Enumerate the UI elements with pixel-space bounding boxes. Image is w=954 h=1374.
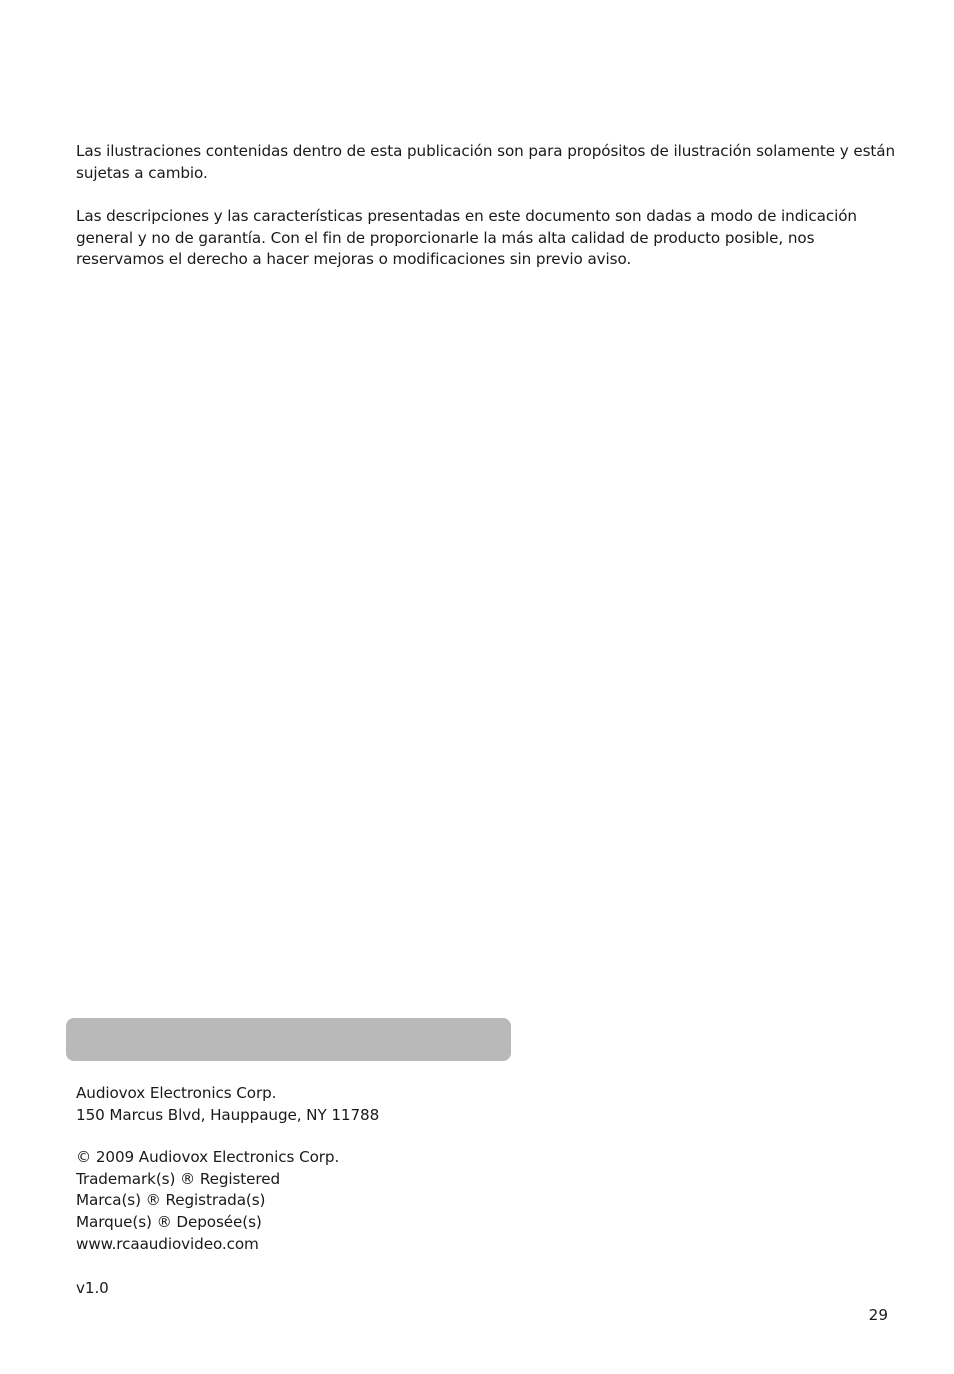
trademark-es: Marca(s) ® Registrada(s) [76,1191,266,1210]
trademark-en: Trademark(s) ® Registered [76,1169,281,1188]
copyright-line: © 2009 Audiovox Electronics Corp. [76,1148,340,1166]
company-street: 150 Marcus Blvd, Hauppauge, NY 11788 [76,1105,380,1124]
version-label: v1.0 [76,1279,109,1297]
disclaimer-specifications: Las descripciones y las características presentadas en este documento son dadas a modo de indicación general y no de garantía. Con el fin de proporcionarle la más alta calidad de producto posible, nos reservamos el derecho a hacer mejoras o modificaciones sin previo aviso. [76,207,857,269]
page-number: 29 [868,1306,888,1324]
trademark-info [76,1147,339,1256]
disclaimer-illustrations: Las ilustraciones contenidas dentro de esta publicación son para propósitos de ilustración solamente y están sujetas a cambio. [76,142,896,182]
trademark-fr: Marque(s) ® Deposée(s) [76,1213,262,1232]
company-name: Audiovox Electronics Corp. [76,1084,277,1102]
gray-banner [66,1018,511,1061]
website-link[interactable]: www.rcaaudiovideo.com [76,1234,259,1253]
company-address [76,1083,379,1126]
